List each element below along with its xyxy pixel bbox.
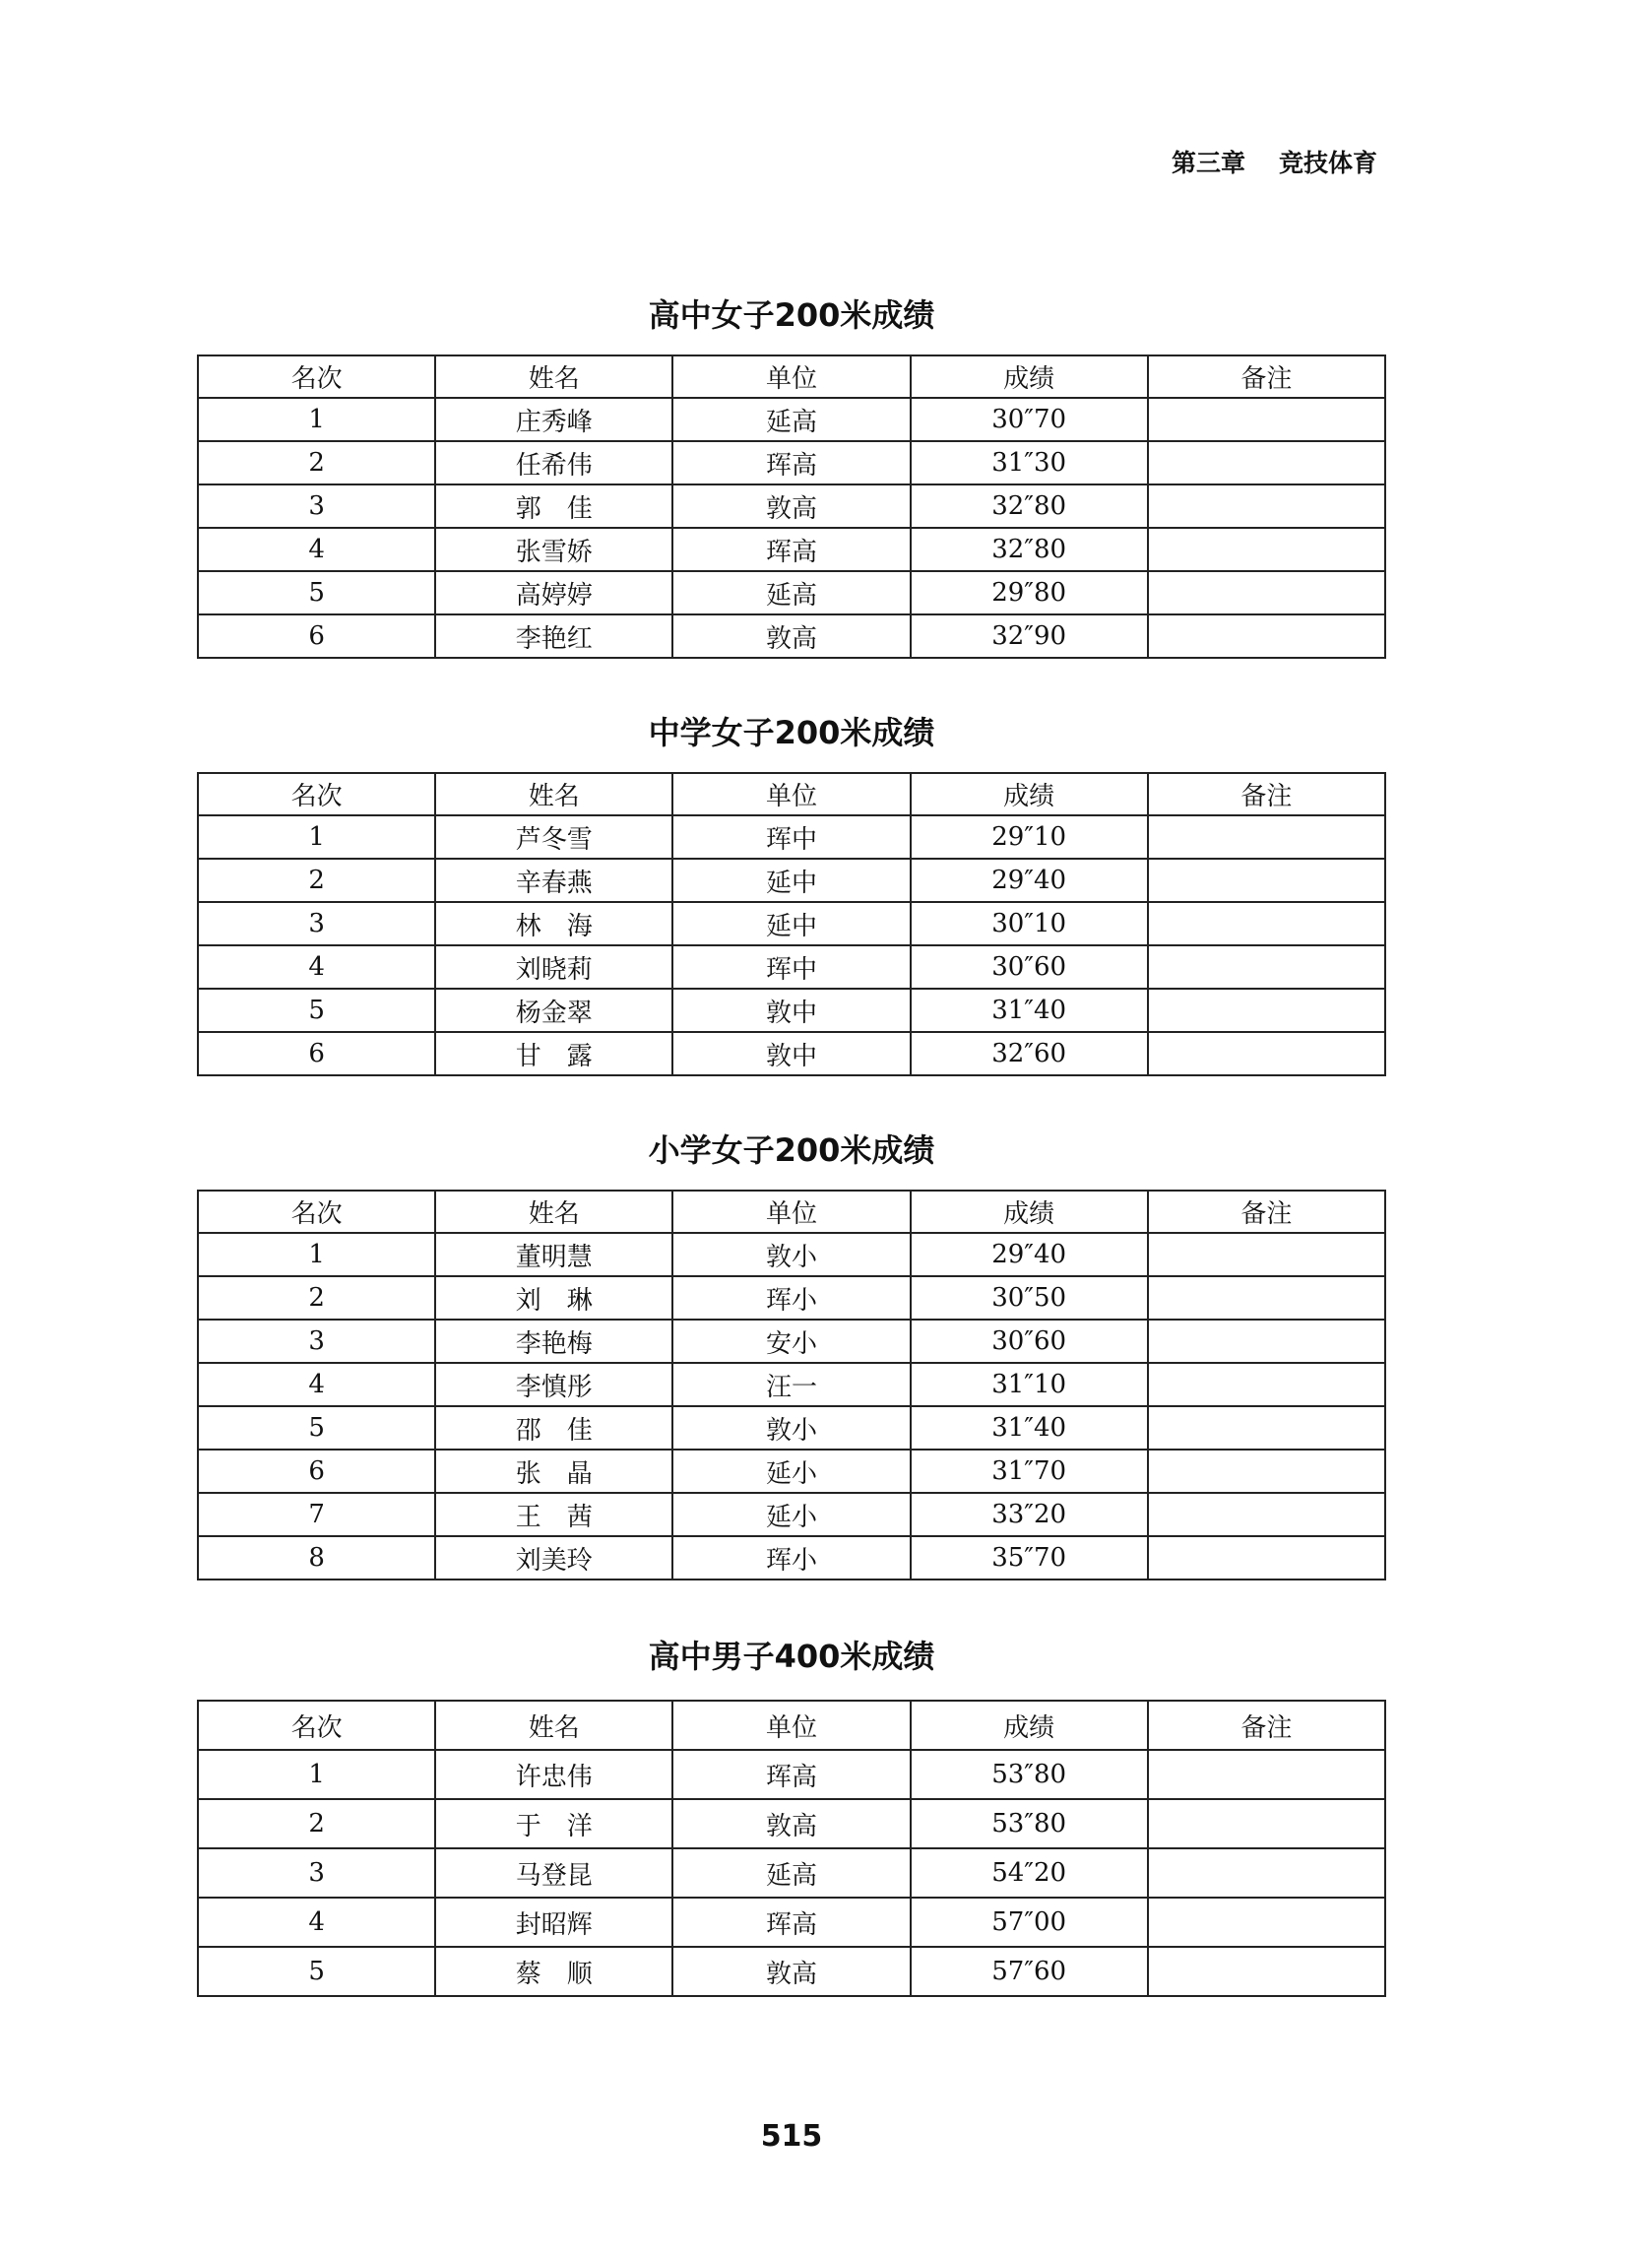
- rank-cell: 1: [198, 1233, 435, 1276]
- table-row: [198, 1450, 1385, 1493]
- name-cell: 刘美玲: [435, 1536, 672, 1580]
- result-cell: 31″40: [911, 1406, 1148, 1450]
- name-cell: 董明慧: [435, 1233, 672, 1276]
- unit-cell: 延高: [672, 571, 910, 614]
- rank-cell: 2: [198, 441, 435, 484]
- table-row: [198, 1750, 1385, 1799]
- remark-cell: [1148, 1450, 1385, 1493]
- table-row: [198, 614, 1385, 658]
- name-cell: 蔡 顺: [435, 1947, 672, 1996]
- result-cell: 30″10: [911, 902, 1148, 945]
- result-cell: 30″70: [911, 398, 1148, 441]
- unit-cell: 珲高: [672, 1750, 910, 1799]
- results-table: [197, 1190, 1386, 1580]
- table-row: [198, 441, 1385, 484]
- unit-cell: 珲中: [672, 815, 910, 859]
- result-cell: 31″40: [911, 989, 1148, 1032]
- name-cell: 于 洋: [435, 1799, 672, 1848]
- remark-cell: [1148, 902, 1385, 945]
- col-unit: 单位: [672, 773, 910, 815]
- remark-cell: [1148, 1947, 1385, 1996]
- table-row: [198, 528, 1385, 571]
- col-name: 姓名: [435, 1701, 672, 1750]
- rank-cell: 1: [198, 815, 435, 859]
- table-row: [198, 1406, 1385, 1450]
- rank-cell: 5: [198, 1947, 435, 1996]
- table-row: [198, 902, 1385, 945]
- unit-cell: 敦小: [672, 1406, 910, 1450]
- results-table: [197, 772, 1386, 1076]
- section-title: 高中男子400米成绩: [648, 1638, 935, 1675]
- remark-cell: [1148, 528, 1385, 571]
- unit-cell: 珲高: [672, 528, 910, 571]
- results-section: [197, 713, 1386, 1087]
- rank-cell: 2: [198, 1276, 435, 1320]
- section-title: 中学女子200米成绩: [648, 714, 935, 751]
- remark-cell: [1148, 989, 1385, 1032]
- remark-cell: [1148, 1536, 1385, 1580]
- unit-cell: 敦高: [672, 1947, 910, 1996]
- remark-cell: [1148, 1799, 1385, 1848]
- unit-cell: 汪一: [672, 1363, 910, 1406]
- name-cell: 张雪娇: [435, 528, 672, 571]
- table-row: [198, 1898, 1385, 1947]
- name-cell: 郭 佳: [435, 484, 672, 528]
- remark-cell: [1148, 1406, 1385, 1450]
- unit-cell: 延高: [672, 398, 910, 441]
- unit-cell: 敦中: [672, 989, 910, 1032]
- name-cell: 甘 露: [435, 1032, 672, 1075]
- result-cell: 53″80: [911, 1750, 1148, 1799]
- remark-cell: [1148, 1848, 1385, 1898]
- unit-cell: 敦高: [672, 614, 910, 658]
- remark-cell: [1148, 571, 1385, 614]
- rank-cell: 4: [198, 1898, 435, 1947]
- unit-cell: 珲小: [672, 1276, 910, 1320]
- remark-cell: [1148, 1032, 1385, 1075]
- col-name: 姓名: [435, 1191, 672, 1233]
- result-cell: 32″80: [911, 528, 1148, 571]
- remark-cell: [1148, 1750, 1385, 1799]
- col-rank: 名次: [198, 355, 435, 398]
- result-cell: 57″60: [911, 1947, 1148, 1996]
- table-row: [198, 1363, 1385, 1406]
- table-row: [198, 1848, 1385, 1898]
- result-cell: 32″80: [911, 484, 1148, 528]
- results-section: [197, 1130, 1386, 1593]
- unit-cell: 延小: [672, 1493, 910, 1536]
- col-name: 姓名: [435, 773, 672, 815]
- section-title: 高中女子200米成绩: [648, 296, 935, 334]
- table-row: [198, 1947, 1385, 1996]
- rank-cell: 4: [198, 528, 435, 571]
- name-cell: 马登昆: [435, 1848, 672, 1898]
- name-cell: 林 海: [435, 902, 672, 945]
- col-result: 成绩: [911, 355, 1148, 398]
- rank-cell: 4: [198, 1363, 435, 1406]
- table-row: [198, 1276, 1385, 1320]
- rank-cell: 3: [198, 902, 435, 945]
- section-title: 小学女子200米成绩: [648, 1131, 935, 1169]
- col-name: 姓名: [435, 355, 672, 398]
- col-unit: 单位: [672, 1191, 910, 1233]
- rank-cell: 5: [198, 571, 435, 614]
- unit-cell: 安小: [672, 1320, 910, 1363]
- name-cell: 芦冬雪: [435, 815, 672, 859]
- remark-cell: [1148, 398, 1385, 441]
- name-cell: 封昭辉: [435, 1898, 672, 1947]
- name-cell: 张 晶: [435, 1450, 672, 1493]
- col-unit: 单位: [672, 1701, 910, 1750]
- rank-cell: 5: [198, 1406, 435, 1450]
- remark-cell: [1148, 1233, 1385, 1276]
- remark-cell: [1148, 1493, 1385, 1536]
- rank-cell: 6: [198, 1450, 435, 1493]
- rank-cell: 1: [198, 1750, 435, 1799]
- table-row: [198, 1799, 1385, 1848]
- col-rank: 名次: [198, 773, 435, 815]
- table-row: [198, 815, 1385, 859]
- header-row: [198, 773, 1385, 815]
- col-remark: 备注: [1148, 355, 1385, 398]
- col-rank: 名次: [198, 1701, 435, 1750]
- name-cell: 李慎彤: [435, 1363, 672, 1406]
- name-cell: 王 茜: [435, 1493, 672, 1536]
- result-cell: 33″20: [911, 1493, 1148, 1536]
- table-row: [198, 484, 1385, 528]
- name-cell: 杨金翠: [435, 989, 672, 1032]
- rank-cell: 5: [198, 989, 435, 1032]
- remark-cell: [1148, 484, 1385, 528]
- table-row: [198, 571, 1385, 614]
- rank-cell: 6: [198, 614, 435, 658]
- rank-cell: 2: [198, 1799, 435, 1848]
- remark-cell: [1148, 1320, 1385, 1363]
- name-cell: 任希伟: [435, 441, 672, 484]
- table-row: [198, 989, 1385, 1032]
- remark-cell: [1148, 1276, 1385, 1320]
- result-cell: 31″10: [911, 1363, 1148, 1406]
- unit-cell: 珲高: [672, 1898, 910, 1947]
- rank-cell: 6: [198, 1032, 435, 1075]
- rank-cell: 8: [198, 1536, 435, 1580]
- result-cell: 31″70: [911, 1450, 1148, 1493]
- result-cell: 29″10: [911, 815, 1148, 859]
- table-row: [198, 1233, 1385, 1276]
- rank-cell: 3: [198, 1848, 435, 1898]
- rank-cell: 3: [198, 484, 435, 528]
- name-cell: 刘晓莉: [435, 945, 672, 989]
- header-row: [198, 355, 1385, 398]
- remark-cell: [1148, 1898, 1385, 1947]
- header-row: [198, 1191, 1385, 1233]
- unit-cell: 敦小: [672, 1233, 910, 1276]
- page-number: 515: [760, 2119, 823, 2154]
- unit-cell: 敦高: [672, 484, 910, 528]
- result-cell: 30″60: [911, 1320, 1148, 1363]
- result-cell: 30″50: [911, 1276, 1148, 1320]
- name-cell: 庄秀峰: [435, 398, 672, 441]
- unit-cell: 延中: [672, 902, 910, 945]
- remark-cell: [1148, 859, 1385, 902]
- name-cell: 李艳梅: [435, 1320, 672, 1363]
- table-row: [198, 1536, 1385, 1580]
- results-section: [197, 295, 1386, 670]
- unit-cell: 敦高: [672, 1799, 910, 1848]
- result-cell: 32″90: [911, 614, 1148, 658]
- section-label: 竞技体育: [1279, 149, 1378, 177]
- remark-cell: [1148, 1363, 1385, 1406]
- results-table: [197, 1700, 1386, 1997]
- remark-cell: [1148, 945, 1385, 989]
- result-cell: 35″70: [911, 1536, 1148, 1580]
- rank-cell: 3: [198, 1320, 435, 1363]
- col-remark: 备注: [1148, 773, 1385, 815]
- name-cell: 许忠伟: [435, 1750, 672, 1799]
- result-cell: 57″00: [911, 1898, 1148, 1947]
- result-cell: 32″60: [911, 1032, 1148, 1075]
- result-cell: 29″40: [911, 1233, 1148, 1276]
- name-cell: 李艳红: [435, 614, 672, 658]
- table-row: [198, 398, 1385, 441]
- name-cell: 高婷婷: [435, 571, 672, 614]
- rank-cell: 7: [198, 1493, 435, 1536]
- col-result: 成绩: [911, 1191, 1148, 1233]
- unit-cell: 延小: [672, 1450, 910, 1493]
- result-cell: 31″30: [911, 441, 1148, 484]
- table-row: [198, 859, 1385, 902]
- unit-cell: 珲中: [672, 945, 910, 989]
- running-head: [1172, 144, 1388, 179]
- name-cell: 辛春燕: [435, 859, 672, 902]
- col-remark: 备注: [1148, 1701, 1385, 1750]
- col-rank: 名次: [198, 1191, 435, 1233]
- rank-cell: 1: [198, 398, 435, 441]
- results-table: [197, 355, 1386, 659]
- unit-cell: 敦中: [672, 1032, 910, 1075]
- unit-cell: 延高: [672, 1848, 910, 1898]
- table-row: [198, 1032, 1385, 1075]
- result-cell: 53″80: [911, 1799, 1148, 1848]
- result-cell: 29″80: [911, 571, 1148, 614]
- result-cell: 30″60: [911, 945, 1148, 989]
- table-row: [198, 1493, 1385, 1536]
- unit-cell: 珲小: [672, 1536, 910, 1580]
- table-row: [198, 1320, 1385, 1363]
- header-row: [198, 1701, 1385, 1750]
- col-result: 成绩: [911, 1701, 1148, 1750]
- name-cell: 邵 佳: [435, 1406, 672, 1450]
- result-cell: 29″40: [911, 859, 1148, 902]
- table-row: [198, 945, 1385, 989]
- remark-cell: [1148, 441, 1385, 484]
- rank-cell: 2: [198, 859, 435, 902]
- col-remark: 备注: [1148, 1191, 1385, 1233]
- name-cell: 刘 琳: [435, 1276, 672, 1320]
- col-unit: 单位: [672, 355, 910, 398]
- result-cell: 54″20: [911, 1848, 1148, 1898]
- remark-cell: [1148, 815, 1385, 859]
- unit-cell: 珲高: [672, 441, 910, 484]
- results-section: [197, 1637, 1386, 2011]
- remark-cell: [1148, 614, 1385, 658]
- col-result: 成绩: [911, 773, 1148, 815]
- unit-cell: 延中: [672, 859, 910, 902]
- chapter-label: 第三章: [1172, 149, 1246, 177]
- rank-cell: 4: [198, 945, 435, 989]
